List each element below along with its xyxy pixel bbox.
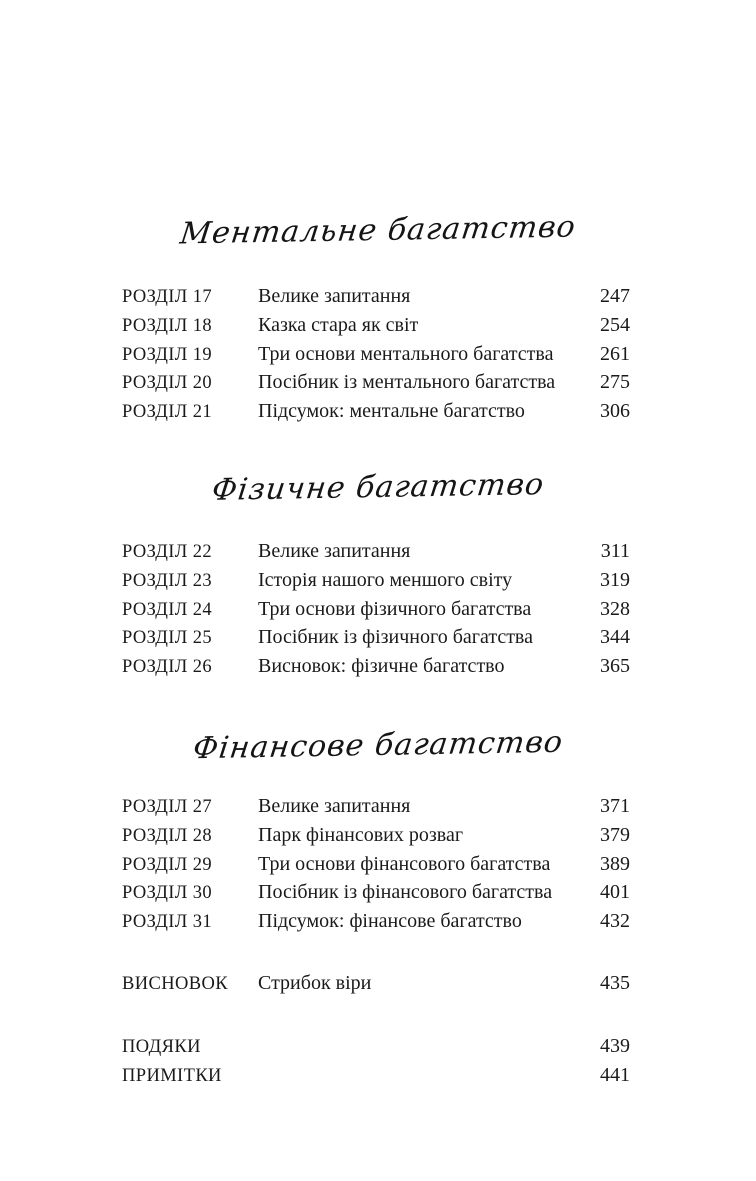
toc-entry-conclusion	[122, 969, 630, 998]
page-number: 328	[600, 597, 630, 620]
backmatter-entry-acknowledgements	[122, 1032, 630, 1061]
page-number: 247	[600, 285, 630, 307]
chapter-title: Посібник із фінансового багатства	[258, 881, 553, 904]
toc-entry	[122, 340, 630, 369]
toc-entry	[122, 792, 630, 821]
chapter-title: Велике запитання	[258, 795, 411, 817]
chapter-title: Підсумок: ментальне багатство	[258, 400, 525, 423]
toc-entry	[122, 566, 630, 595]
toc-entry	[122, 595, 630, 624]
chapter-label: РОЗДІЛ 28	[122, 825, 213, 846]
chapter-title: Парк фінансових розваг	[258, 823, 464, 846]
chapter-title: Велике запитання	[258, 285, 411, 307]
toc-list-physical-wealth	[122, 537, 630, 681]
chapter-title: Висновок: фізичне багатство	[258, 655, 505, 678]
toc-entry	[122, 282, 630, 311]
page-number: 365	[600, 655, 630, 678]
page-number: 439	[600, 1035, 630, 1057]
chapter-label: РОЗДІЛ 20	[122, 373, 213, 394]
page-number: 254	[600, 313, 630, 336]
heading-financial-wealth: Фінансове багатство	[190, 724, 566, 767]
page-number: 371	[600, 795, 630, 817]
chapter-label: РОЗДІЛ 18	[122, 315, 213, 336]
toc-entry	[122, 821, 630, 850]
heading-physical-wealth: Фізичне багатство	[209, 467, 547, 508]
toc-entry	[122, 368, 630, 397]
toc-entry	[122, 878, 630, 907]
heading-mental-wealth: Ментальне багатство	[178, 209, 578, 252]
chapter-label: РОЗДІЛ 23	[122, 570, 213, 591]
page-number: 379	[600, 823, 630, 846]
toc-entry	[122, 850, 630, 879]
chapter-title: Історія нашого меншого світу	[258, 568, 513, 591]
page-number: 311	[600, 540, 630, 562]
chapter-label: РОЗДІЛ 26	[122, 657, 213, 678]
chapter-label: РОЗДІЛ 17	[122, 287, 213, 307]
toc-entry	[122, 623, 630, 652]
chapter-label: РОЗДІЛ 29	[122, 854, 213, 875]
chapter-label: РОЗДІЛ 24	[122, 599, 213, 620]
page-number: 275	[600, 371, 630, 394]
page-number: 389	[600, 852, 630, 875]
toc-entry	[122, 397, 630, 426]
toc-conclusion	[122, 969, 630, 998]
page-number: 344	[600, 626, 630, 649]
toc-entry	[122, 652, 630, 681]
toc-list-mental-wealth	[122, 282, 630, 426]
page-number: 435	[600, 972, 630, 994]
chapter-title: Три основи фінансового багатства	[258, 852, 551, 875]
chapter-label: РОЗДІЛ 30	[122, 883, 213, 904]
chapter-label: РОЗДІЛ 22	[122, 542, 213, 562]
chapter-label: ВИСНОВОК	[122, 974, 228, 994]
chapter-title: Підсумок: фінансове багатство	[258, 910, 522, 933]
chapter-title: Стрибок віри	[258, 972, 372, 994]
toc-list-financial-wealth	[122, 792, 630, 936]
chapter-title: Три основи ментального багатства	[258, 342, 554, 365]
page-number: 319	[600, 568, 630, 591]
backmatter-entry-notes	[122, 1061, 630, 1090]
page-number: 441	[600, 1063, 630, 1086]
chapter-title: Посібник із фізичного багатства	[258, 626, 533, 649]
backmatter-label: ПРИМІТКИ	[122, 1065, 222, 1086]
chapter-label: РОЗДІЛ 25	[122, 628, 213, 649]
chapter-label: РОЗДІЛ 21	[122, 402, 213, 423]
page-number: 432	[600, 910, 630, 933]
page-number: 261	[600, 342, 630, 365]
toc-entry	[122, 311, 630, 340]
chapter-label: РОЗДІЛ 31	[122, 912, 213, 933]
backmatter-label: ПОДЯКИ	[122, 1037, 201, 1057]
toc-entry	[122, 537, 630, 566]
chapter-title: Посібник із ментального багатства	[258, 371, 556, 394]
page-number: 306	[600, 400, 630, 423]
toc-backmatter	[122, 1032, 630, 1090]
toc-entry	[122, 907, 630, 936]
chapter-label: РОЗДІЛ 19	[122, 344, 213, 365]
chapter-title: Казка стара як світ	[258, 313, 419, 336]
chapter-label: РОЗДІЛ 27	[122, 797, 213, 817]
page-number: 401	[600, 881, 630, 904]
chapter-title: Три основи фізичного багатства	[258, 597, 532, 620]
chapter-title: Велике запитання	[258, 540, 411, 562]
